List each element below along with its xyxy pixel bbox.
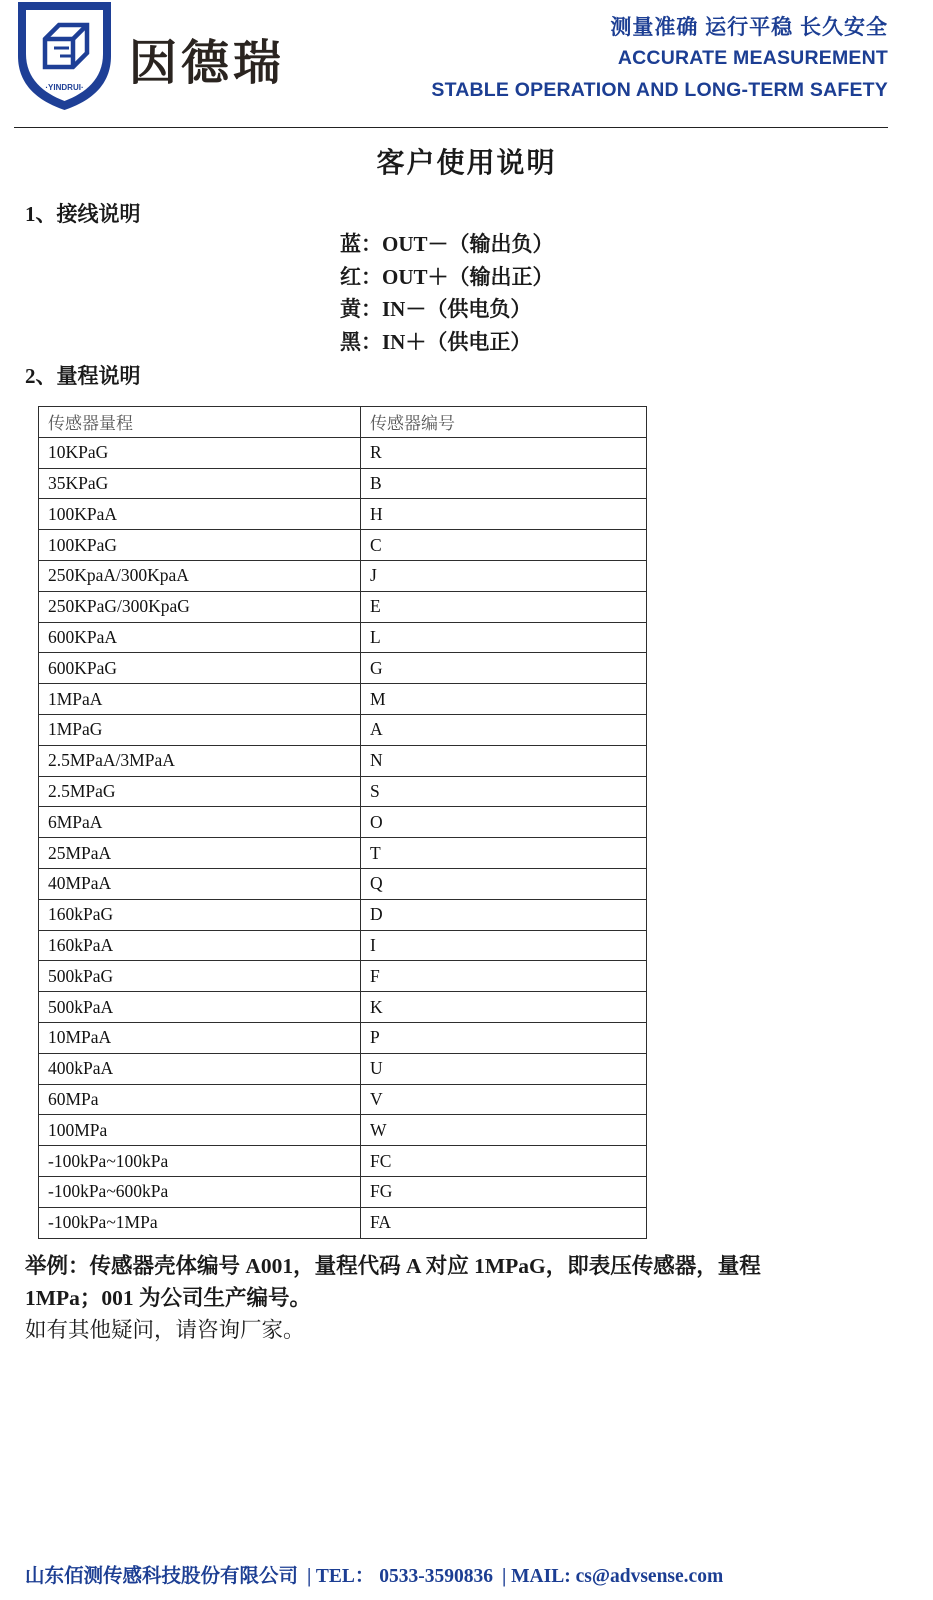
footer-company: 山东佰测传感科技股份有限公司: [25, 1566, 299, 1587]
table-row: [39, 468, 647, 499]
range-cell: 600KPaA: [39, 622, 361, 653]
range-cell: 60MPa: [39, 1084, 361, 1115]
footer-mail: | MAIL: cs@advsense.com: [501, 1566, 724, 1587]
code-cell: FA: [361, 1207, 647, 1238]
wire-line: 黑：IN＋（供电正）: [340, 329, 532, 354]
code-cell: R: [361, 437, 647, 468]
range-cell: 500kPaG: [39, 961, 361, 992]
table-row: [39, 961, 647, 992]
code-cell: I: [361, 930, 647, 961]
table-row: [39, 992, 647, 1023]
range-cell: 500kPaA: [39, 992, 361, 1023]
range-cell: -100kPa~1MPa: [39, 1207, 361, 1238]
table-row: [39, 1115, 647, 1146]
range-cell: 10KPaG: [39, 437, 361, 468]
table-row: [39, 838, 647, 869]
range-cell: 400kPaA: [39, 1053, 361, 1084]
page-footer: [25, 1560, 913, 1588]
table-row: [39, 1022, 647, 1053]
table-row: [39, 714, 647, 745]
table-row: [39, 776, 647, 807]
range-cell: 40MPaA: [39, 868, 361, 899]
range-cell: 160kPaA: [39, 930, 361, 961]
range-cell: -100kPa~100kPa: [39, 1146, 361, 1177]
code-cell: U: [361, 1053, 647, 1084]
range-cell: 2.5MPaG: [39, 776, 361, 807]
code-cell: F: [361, 961, 647, 992]
col-header-range: 传感器量程: [39, 407, 361, 438]
table-row: [39, 1207, 647, 1238]
footer-tel: | TEL： 0533-3590836: [307, 1566, 493, 1587]
code-cell: C: [361, 530, 647, 561]
code-cell: FC: [361, 1146, 647, 1177]
table-row: [39, 1084, 647, 1115]
contact-note: 如有其他疑问，请咨询厂家。: [25, 1318, 305, 1342]
table-row: [39, 499, 647, 530]
table-row: [39, 807, 647, 838]
code-cell: E: [361, 591, 647, 622]
example-note-line-1: 举例：传感器壳体编号 A001，量程代码 A 对应 1MPaG，即表压传感器，量程: [25, 1254, 761, 1278]
table-row: [39, 653, 647, 684]
example-note-line-2: 1MPa；001 为公司生产编号。: [25, 1286, 312, 1310]
code-cell: T: [361, 838, 647, 869]
range-cell: 1MPaA: [39, 684, 361, 715]
tagline-cn: 测量准确 运行平稳 长久安全: [610, 16, 888, 39]
tagline-en-2: STABLE OPERATION AND LONG-TERM SAFETY: [431, 78, 888, 101]
range-cell: 250KPaG/300KpaG: [39, 591, 361, 622]
wiring-list: [340, 228, 554, 358]
range-table: [38, 406, 647, 1239]
table-row: [39, 1176, 647, 1207]
range-cell: 6MPaA: [39, 807, 361, 838]
range-cell: 2.5MPaA/3MPaA: [39, 745, 361, 776]
table-header-row: [39, 407, 647, 438]
brand-block: [14, 0, 285, 112]
range-cell: 250KpaA/300KpaA: [39, 560, 361, 591]
code-cell: O: [361, 807, 647, 838]
code-cell: H: [361, 499, 647, 530]
range-cell: 25MPaA: [39, 838, 361, 869]
notes-block: [25, 1250, 905, 1346]
code-cell: FG: [361, 1176, 647, 1207]
table-row: [39, 684, 647, 715]
wire-line: 红：OUT＋（输出正）: [340, 264, 554, 289]
code-cell: P: [361, 1022, 647, 1053]
code-cell: Q: [361, 868, 647, 899]
range-cell: 35KPaG: [39, 468, 361, 499]
code-cell: B: [361, 468, 647, 499]
table-row: [39, 868, 647, 899]
code-cell: V: [361, 1084, 647, 1115]
wire-line: 蓝：OUT－（输出负）: [340, 232, 554, 256]
table-row: [39, 530, 647, 561]
code-cell: K: [361, 992, 647, 1023]
taglines: [431, 12, 888, 106]
header-divider: [14, 127, 888, 128]
brand-name: 因德瑞: [129, 37, 286, 90]
range-cell: -100kPa~600kPa: [39, 1176, 361, 1207]
range-cell: 100KPaG: [39, 530, 361, 561]
range-cell: 100MPa: [39, 1115, 361, 1146]
range-cell: 600KPaG: [39, 653, 361, 684]
table-row: [39, 560, 647, 591]
table-row: [39, 437, 647, 468]
wire-line: 黄：IN－（供电负）: [340, 297, 532, 321]
table-row: [39, 930, 647, 961]
code-cell: S: [361, 776, 647, 807]
col-header-code: 传感器编号: [361, 407, 647, 438]
range-cell: 10MPaA: [39, 1022, 361, 1053]
logo-motto-text: ·YINDRUI·: [45, 83, 84, 92]
range-cell: 160kPaG: [39, 899, 361, 930]
page-header: [14, 0, 888, 122]
page-title: 客户使用说明: [376, 148, 557, 179]
code-cell: G: [361, 653, 647, 684]
wiring-section-heading: 1、接线说明: [25, 202, 141, 226]
code-cell: D: [361, 899, 647, 930]
range-table-body: [39, 437, 647, 1238]
shield-logo-icon: [14, 0, 115, 112]
table-row: [39, 591, 647, 622]
code-cell: N: [361, 745, 647, 776]
table-row: [39, 1053, 647, 1084]
code-cell: A: [361, 714, 647, 745]
code-cell: M: [361, 684, 647, 715]
range-cell: 100KPaA: [39, 499, 361, 530]
code-cell: L: [361, 622, 647, 653]
range-section-heading: 2、量程说明: [25, 364, 141, 388]
table-row: [39, 1146, 647, 1177]
table-row: [39, 745, 647, 776]
table-row: [39, 622, 647, 653]
code-cell: W: [361, 1115, 647, 1146]
table-row: [39, 899, 647, 930]
range-cell: 1MPaG: [39, 714, 361, 745]
tagline-en-1: ACCURATE MEASUREMENT: [617, 47, 888, 69]
code-cell: J: [361, 560, 647, 591]
